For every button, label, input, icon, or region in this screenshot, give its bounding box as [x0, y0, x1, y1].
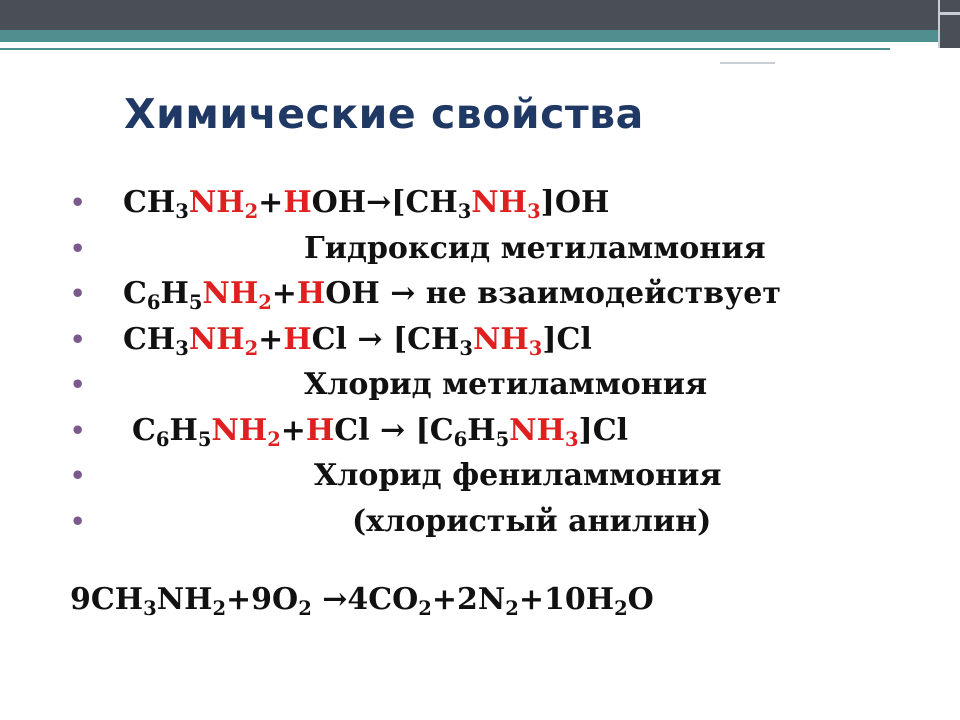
bullet-icon: •: [70, 233, 86, 263]
product-name: (хлористый анилин): [352, 503, 712, 539]
top-bar-teal: [0, 30, 960, 42]
bullet-icon: •: [70, 324, 86, 354]
equation-text: $CH_3NH_2+HOH\to[CH_3NH_3]OH$: [123, 185, 610, 223]
bullet-icon: •: [70, 506, 86, 536]
list-item: [70, 453, 950, 499]
product-name: Гидроксид метиламмония: [304, 230, 766, 266]
top-rule-short: [720, 62, 775, 64]
product-name: Хлорид фениламмония: [314, 458, 722, 493]
bullet-icon: •: [70, 188, 86, 217]
bullet-icon: •: [70, 415, 86, 445]
list-item: [70, 408, 950, 454]
bullet-list: [70, 180, 950, 544]
list-item: [70, 271, 950, 317]
equation-text: $C_6H_5NH_2+HCl \to [C_6H_5NH_3]Cl$: [132, 412, 628, 451]
equation-text: $CH_3NH_2+HCl \to [CH_3NH_3]Cl$: [123, 321, 592, 360]
top-bar-dark: [0, 0, 960, 30]
list-item: [70, 180, 950, 226]
corner-tab: [940, 12, 960, 15]
bullet-icon: •: [70, 370, 86, 399]
list-item: [70, 499, 950, 545]
list-item: [70, 362, 950, 408]
bullet-icon: •: [70, 279, 86, 308]
equation-text: $C_6H_5NH_2+HOH$ → не взаимодействует: [123, 276, 781, 314]
list-item: [70, 226, 950, 272]
top-rule: [0, 48, 890, 50]
product-name: Хлорид метиламмония: [304, 367, 708, 402]
list-item: [70, 317, 950, 363]
corner-decoration: [938, 0, 960, 48]
slide-title: Химические свойства: [124, 90, 644, 138]
combustion-equation: $9CH_3NH_2+9O_2 \to 4CO_2+2N_2+10H_2O$: [70, 582, 654, 620]
bullet-icon: •: [70, 461, 86, 490]
